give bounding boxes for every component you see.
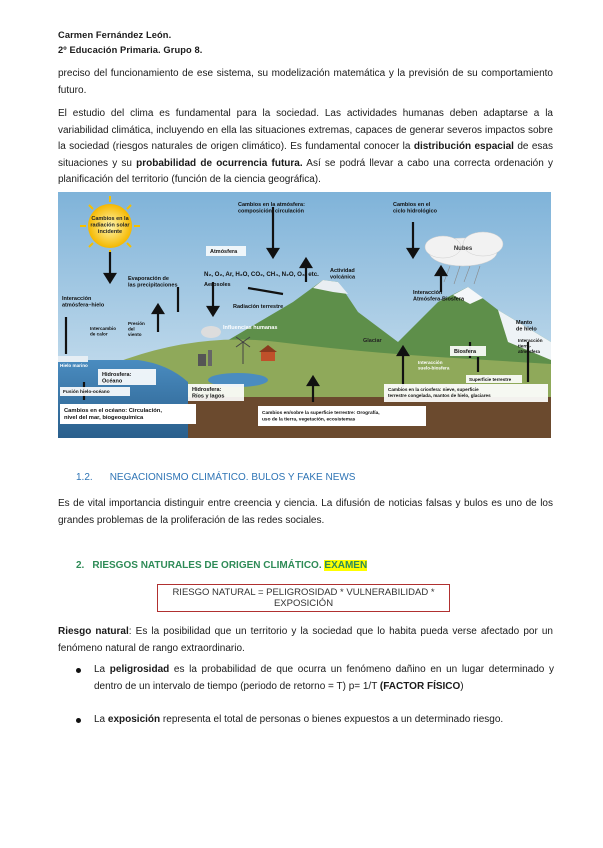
p2-text-a: El estudio del clima es fundamental para la sociedad. Las actividades humanas deben adaptarse a la variabilidad climática, incluyendo en ella las situaciones extremas, capaces de generar severos impactos sobre la sociedad (riesgos naturales de origen climático). Es fundamental conocer la	[58, 108, 553, 152]
label-hydro-rivers: Hidrosfera: Ríos y lagos	[192, 387, 225, 400]
label-ice-ocean: Fusión hielo-océano	[63, 390, 110, 395]
section-title: RIESGOS NATURALES DE ORIGEN CLIMÁTICO.	[92, 560, 322, 571]
label-surface: Superficie terrestre	[469, 377, 512, 382]
bullet-icon	[76, 718, 81, 723]
b1-factor: (FACTOR FÍSICO	[379, 680, 461, 692]
label-land-atm: Interacción tierra-atmósfera	[518, 338, 543, 354]
label-gases: N₂, O₂, Ar, H₂O, CO₂, CH₄, N₂O, O₃, etc.	[204, 271, 319, 278]
b1-text: es la probabilidad de que ocurra un fenómeno dañino en un lugar determinado y dentro de un intervalo de tiempo (periodo de retorno = T) p= 1/T	[94, 664, 554, 692]
list-item-exposicion	[94, 712, 554, 729]
label-aerosols: Aerosoles	[204, 282, 231, 288]
formula-line-1: RIESGO NATURAL = PELIGROSIDAD * VULNERABILIDAD *	[172, 587, 435, 598]
paragraph-intro: preciso del funcionamiento de ese sistema, su modelización matemática y la previsión de su comportamiento futuro.	[58, 68, 553, 96]
p2-bold-distribution: distribución espacial	[413, 141, 514, 152]
label-wind-pressure: Presión del viento	[128, 321, 145, 337]
b2-text: representa el total de personas o bienes expuestos a un determinado riesgo.	[160, 714, 504, 725]
exam-highlight: EXAMEN	[324, 560, 368, 571]
section-heading-2	[76, 560, 367, 571]
label-hydro-ocean: Hidrosfera: Océano	[102, 372, 132, 385]
section-number: 2.	[76, 560, 85, 571]
climate-system-diagram	[58, 192, 551, 438]
label-heat-exchange: Intercambio de calor	[90, 326, 117, 337]
label-biosphere: Biosfera	[454, 349, 477, 355]
risk-formula-box	[157, 584, 450, 612]
paragraph-fake-news: Es de vital importancia distinguir entre creencia y ciencia. La difusión de noticias falsas y bulos es uno de los grandes problemas de la proliferación de las redes sociales.	[58, 498, 553, 526]
label-volcanic: Actividad volcánica	[330, 268, 356, 281]
p2-text-d: Así se podrá llevar a cabo una correcta ordenación y planificación del territorio (función de la ciencia geográfica).	[58, 157, 553, 185]
b1-end: )	[460, 680, 464, 692]
label-cryo-changes: Cambios en la criosfera: nieve, superficie terrestre congelada, mantos de hielo, glaciares	[388, 387, 491, 398]
b1-pre: La	[94, 664, 110, 675]
label-clouds: Nubes	[453, 246, 473, 252]
list-item-peligrosidad	[94, 662, 554, 695]
label-land-changes: Cambios en/sobre la superficie terrestre: Orografía, uso de la tierra, vegetación, ecosistemas	[262, 411, 380, 423]
sea-ice	[58, 356, 88, 362]
label-human: Influencias humanas	[223, 325, 278, 331]
label-glacier: Glaciar	[363, 338, 382, 344]
label-ocean-changes: Cambios en el océano: Circulación, nivel del mar, biogeoquímica	[64, 408, 162, 421]
label-atm-bio: Interacción Atmósfera-Biosfera	[413, 290, 465, 303]
label-terr-radiation: Radiación terrestre	[233, 304, 284, 310]
section-heading-1-2	[76, 472, 355, 483]
author-name: Carmen Fernández León.	[58, 30, 172, 40]
p2-bold-probability: probabilidad de ocurrencia futura.	[136, 157, 303, 169]
label-hydro-cycle: Cambios en el ciclo hidrológico	[393, 202, 438, 215]
p2-text-c: de esas situaciones y su	[58, 141, 553, 169]
label-evaporation: Evaporación de las precipitaciones	[128, 276, 178, 289]
paragraph-natural-risk	[58, 624, 553, 657]
section-title: NEGACIONISMO CLIMÁTICO. BULOS Y FAKE NEWS	[109, 472, 356, 483]
label-soil-bio: Interacción suelo-biosfera	[418, 360, 450, 371]
course-group: 2º Educación Primaria. Grupo 8.	[58, 45, 203, 55]
formula-line-2: EXPOSICIÓN	[273, 598, 334, 609]
bullet-icon	[76, 668, 81, 673]
b2-pre: La	[94, 714, 108, 725]
natural-risk-definition: : Es la posibilidad que un territorio y la sociedad que lo habita pueda verse afectado por un fenómeno natural de rango extraordinario.	[58, 626, 553, 654]
natural-risk-term: Riesgo natural	[58, 626, 129, 637]
b1-term: peligrosidad	[109, 664, 170, 675]
label-sea-ice: Hielo marino	[60, 363, 88, 368]
label-ice-atm: Interacción atmósfera–hielo	[62, 296, 105, 309]
label-atmos-changes: Cambios en la atmósfera: composición, circulación	[238, 202, 305, 215]
label-ice-mantle: Manto de hielo	[516, 320, 537, 333]
section-number: 1.2.	[76, 472, 93, 483]
paragraph-climate-study	[58, 106, 553, 189]
label-radiation: Cambios en la radiación solar incidente	[90, 216, 130, 235]
label-atmosphere: Atmósfera	[210, 249, 238, 255]
b2-term: exposición	[107, 714, 161, 725]
